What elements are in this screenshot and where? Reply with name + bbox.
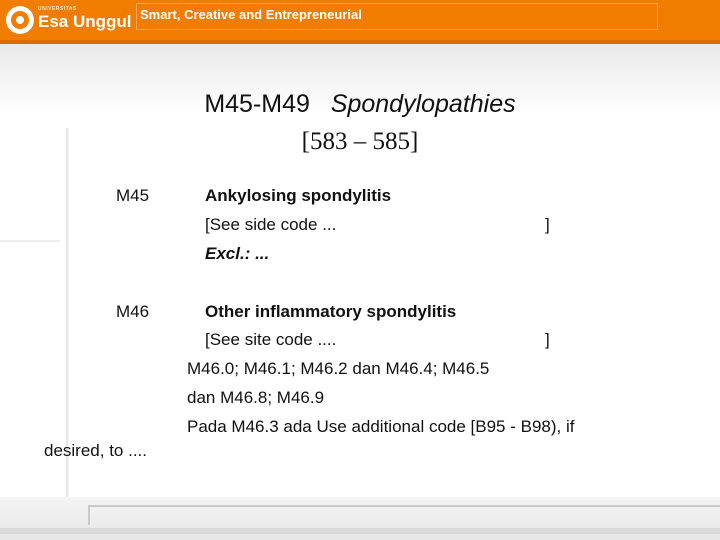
entry-see-code: [See side code ... <box>205 215 337 234</box>
entry-see-code: [See site code .... <box>205 330 337 349</box>
entry-see-code-bracket: ] <box>545 330 550 349</box>
logo-subtext: UNIVERSITAS <box>38 6 77 12</box>
entry-code: M46 <box>116 302 150 321</box>
entry-see-code-bracket: ] <box>545 215 550 234</box>
entry-heading: Ankylosing spondylitis <box>205 186 392 205</box>
decorative-horizontal-line <box>0 240 60 242</box>
title-gap <box>317 90 324 118</box>
logo-emblem-icon <box>6 6 34 34</box>
entry-heading: Other inflammatory spondylitis <box>205 302 457 321</box>
entry-exclusion: Excl.: ... <box>205 244 270 263</box>
entry-code-list: M46.0; M46.1; M46.2 dan M46.4; M46.5 <box>187 359 490 378</box>
entry-code: M45 <box>116 186 150 205</box>
entry-code-list-cont: dan M46.8; M46.9 <box>187 388 325 407</box>
page-range: [583 – 585] <box>301 128 419 155</box>
slide-title <box>0 90 720 119</box>
bottom-accent-bar <box>0 528 720 534</box>
title-code: M45-M49 <box>204 90 310 118</box>
logo-name: Esa Unggul <box>38 12 132 31</box>
entry-note: Pada M46.3 ada Use additional code [B95 - B98), if <box>187 417 575 436</box>
university-logo <box>6 4 130 38</box>
header-tagline: Smart, Creative and Entrepreneurial <box>140 7 362 22</box>
bottom-frame-line <box>88 505 720 525</box>
entry-note-cont: desired, to .... <box>44 441 147 460</box>
title-name: Spondylopathies <box>330 90 516 118</box>
